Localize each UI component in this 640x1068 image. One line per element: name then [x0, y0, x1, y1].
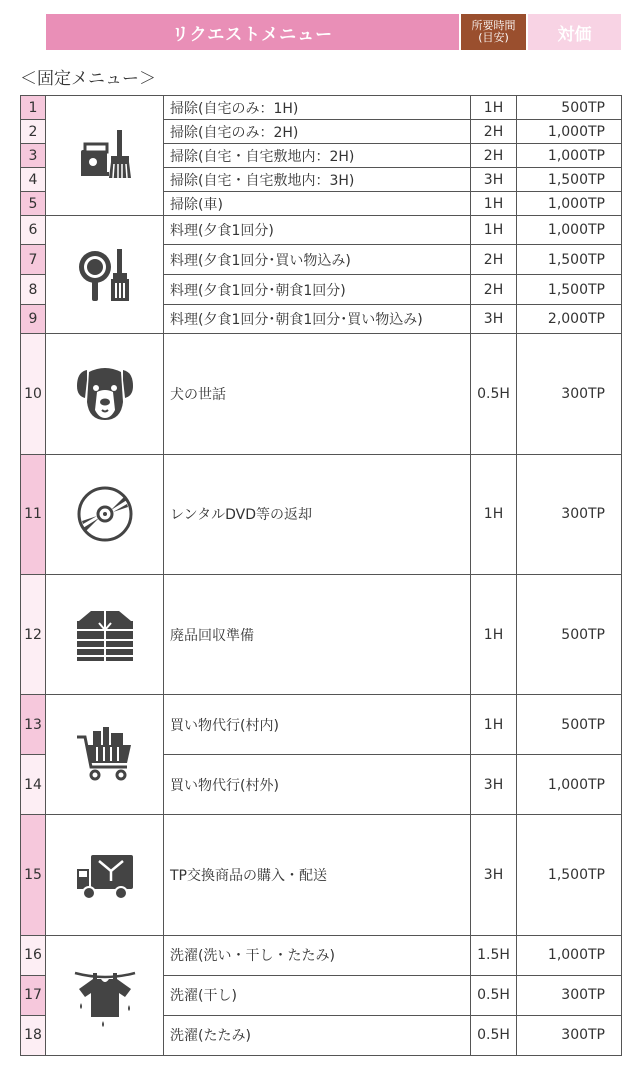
menu-item-time: 3H — [471, 815, 517, 935]
menu-item-name: 掃除(自宅のみ：1H) — [164, 96, 471, 120]
header-time-label: 所要時間 — [471, 19, 516, 32]
row-number: 2 — [21, 120, 46, 144]
table-row — [21, 216, 622, 245]
menu-item-time: 1H — [471, 695, 517, 755]
menu-table — [20, 95, 622, 1056]
row-number: 8 — [21, 275, 46, 305]
group-icon-cell — [46, 334, 164, 454]
row-number: 4 — [21, 168, 46, 192]
menu-item-price: 1,000TP — [517, 935, 622, 975]
menu-item-time: 1.5H — [471, 935, 517, 975]
menu-item-price: 1,000TP — [517, 144, 622, 168]
menu-item-name: 掃除(車) — [164, 192, 471, 216]
menu-item-price: 300TP — [517, 454, 622, 574]
group-icon-cell — [46, 216, 164, 334]
menu-item-name: 犬の世話 — [164, 334, 471, 454]
menu-item-name: 料理(夕食1回分･買い物込み) — [164, 245, 471, 275]
menu-item-time: 3H — [471, 755, 517, 815]
row-number: 14 — [21, 755, 46, 815]
menu-item-name: 廃品回収準備 — [164, 574, 471, 694]
delivery-truck-icon — [73, 843, 137, 907]
menu-item-name: 掃除(自宅・自宅敷地内：3H) — [164, 168, 471, 192]
menu-item-time: 1H — [471, 96, 517, 120]
table-row — [21, 574, 622, 694]
menu-item-price: 500TP — [517, 574, 622, 694]
menu-item-time: 0.5H — [471, 1015, 517, 1055]
row-number: 7 — [21, 245, 46, 275]
menu-item-price: 1,500TP — [517, 275, 622, 305]
menu-item-time: 1H — [471, 454, 517, 574]
menu-item-price: 300TP — [517, 334, 622, 454]
menu-item-price: 2,000TP — [517, 305, 622, 334]
menu-item-name: 料理(夕食1回分･朝食1回分･買い物込み) — [164, 305, 471, 334]
group-icon-cell — [46, 935, 164, 1055]
row-number: 9 — [21, 305, 46, 334]
menu-item-price: 1,500TP — [517, 168, 622, 192]
table-row — [21, 695, 622, 755]
menu-item-time: 2H — [471, 275, 517, 305]
header-time-note: (目安) — [478, 31, 509, 44]
menu-item-name: 掃除(自宅・自宅敷地内：2H) — [164, 144, 471, 168]
group-icon-cell — [46, 96, 164, 216]
menu-item-name: 料理(夕食1回分･朝食1回分) — [164, 275, 471, 305]
menu-item-time: 2H — [471, 245, 517, 275]
row-number: 12 — [21, 574, 46, 694]
menu-item-price: 1,000TP — [517, 755, 622, 815]
menu-item-time: 1H — [471, 192, 517, 216]
menu-item-price: 1,000TP — [517, 120, 622, 144]
menu-item-name: 洗濯(干し) — [164, 975, 471, 1015]
header-price: 対価 — [528, 14, 621, 50]
shopping-cart-icon — [73, 723, 137, 787]
row-number: 16 — [21, 935, 46, 975]
row-number: 3 — [21, 144, 46, 168]
menu-item-name: レンタルDVD等の返却 — [164, 454, 471, 574]
header-title: リクエストメニュー — [46, 14, 459, 50]
menu-item-name: TP交換商品の購入・配送 — [164, 815, 471, 935]
row-number: 5 — [21, 192, 46, 216]
menu-item-price: 1,500TP — [517, 245, 622, 275]
recycling-bundle-icon — [73, 603, 137, 667]
menu-item-price: 500TP — [517, 695, 622, 755]
menu-item-price: 500TP — [517, 96, 622, 120]
menu-header — [46, 14, 621, 50]
menu-item-time: 1H — [471, 216, 517, 245]
menu-item-time: 3H — [471, 168, 517, 192]
cleaning-bucket-broom-icon — [73, 124, 137, 188]
row-number: 18 — [21, 1015, 46, 1055]
header-time — [461, 14, 526, 50]
table-row — [21, 334, 622, 454]
menu-item-name: 買い物代行(村内) — [164, 695, 471, 755]
menu-item-time: 2H — [471, 120, 517, 144]
group-icon-cell — [46, 815, 164, 935]
table-row — [21, 454, 622, 574]
menu-item-name: 買い物代行(村外) — [164, 755, 471, 815]
row-number: 11 — [21, 454, 46, 574]
section-label: ＜固定メニュー＞ — [20, 69, 156, 89]
row-number: 15 — [21, 815, 46, 935]
row-number: 13 — [21, 695, 46, 755]
menu-item-name: 洗濯(たたみ) — [164, 1015, 471, 1055]
menu-item-price: 300TP — [517, 1015, 622, 1055]
table-row — [21, 96, 622, 120]
row-number: 6 — [21, 216, 46, 245]
menu-item-time: 1H — [471, 574, 517, 694]
group-icon-cell — [46, 454, 164, 574]
group-icon-cell — [46, 695, 164, 815]
menu-item-price: 1,500TP — [517, 815, 622, 935]
group-icon-cell — [46, 574, 164, 694]
menu-item-name: 洗濯(洗い・干し・たたみ) — [164, 935, 471, 975]
frying-pan-spatula-icon — [73, 243, 137, 307]
row-number: 1 — [21, 96, 46, 120]
menu-item-time: 2H — [471, 144, 517, 168]
dog-icon — [73, 362, 137, 426]
menu-item-time: 0.5H — [471, 975, 517, 1015]
menu-item-price: 300TP — [517, 975, 622, 1015]
table-row — [21, 815, 622, 935]
menu-item-name: 掃除(自宅のみ：2H) — [164, 120, 471, 144]
laundry-shirt-icon — [73, 963, 137, 1027]
row-number: 17 — [21, 975, 46, 1015]
menu-item-price: 1,000TP — [517, 216, 622, 245]
table-row — [21, 935, 622, 975]
menu-item-time: 0.5H — [471, 334, 517, 454]
row-number: 10 — [21, 334, 46, 454]
disc-dvd-icon — [73, 482, 137, 546]
menu-item-time: 3H — [471, 305, 517, 334]
menu-item-price: 1,000TP — [517, 192, 622, 216]
menu-item-name: 料理(夕食1回分) — [164, 216, 471, 245]
